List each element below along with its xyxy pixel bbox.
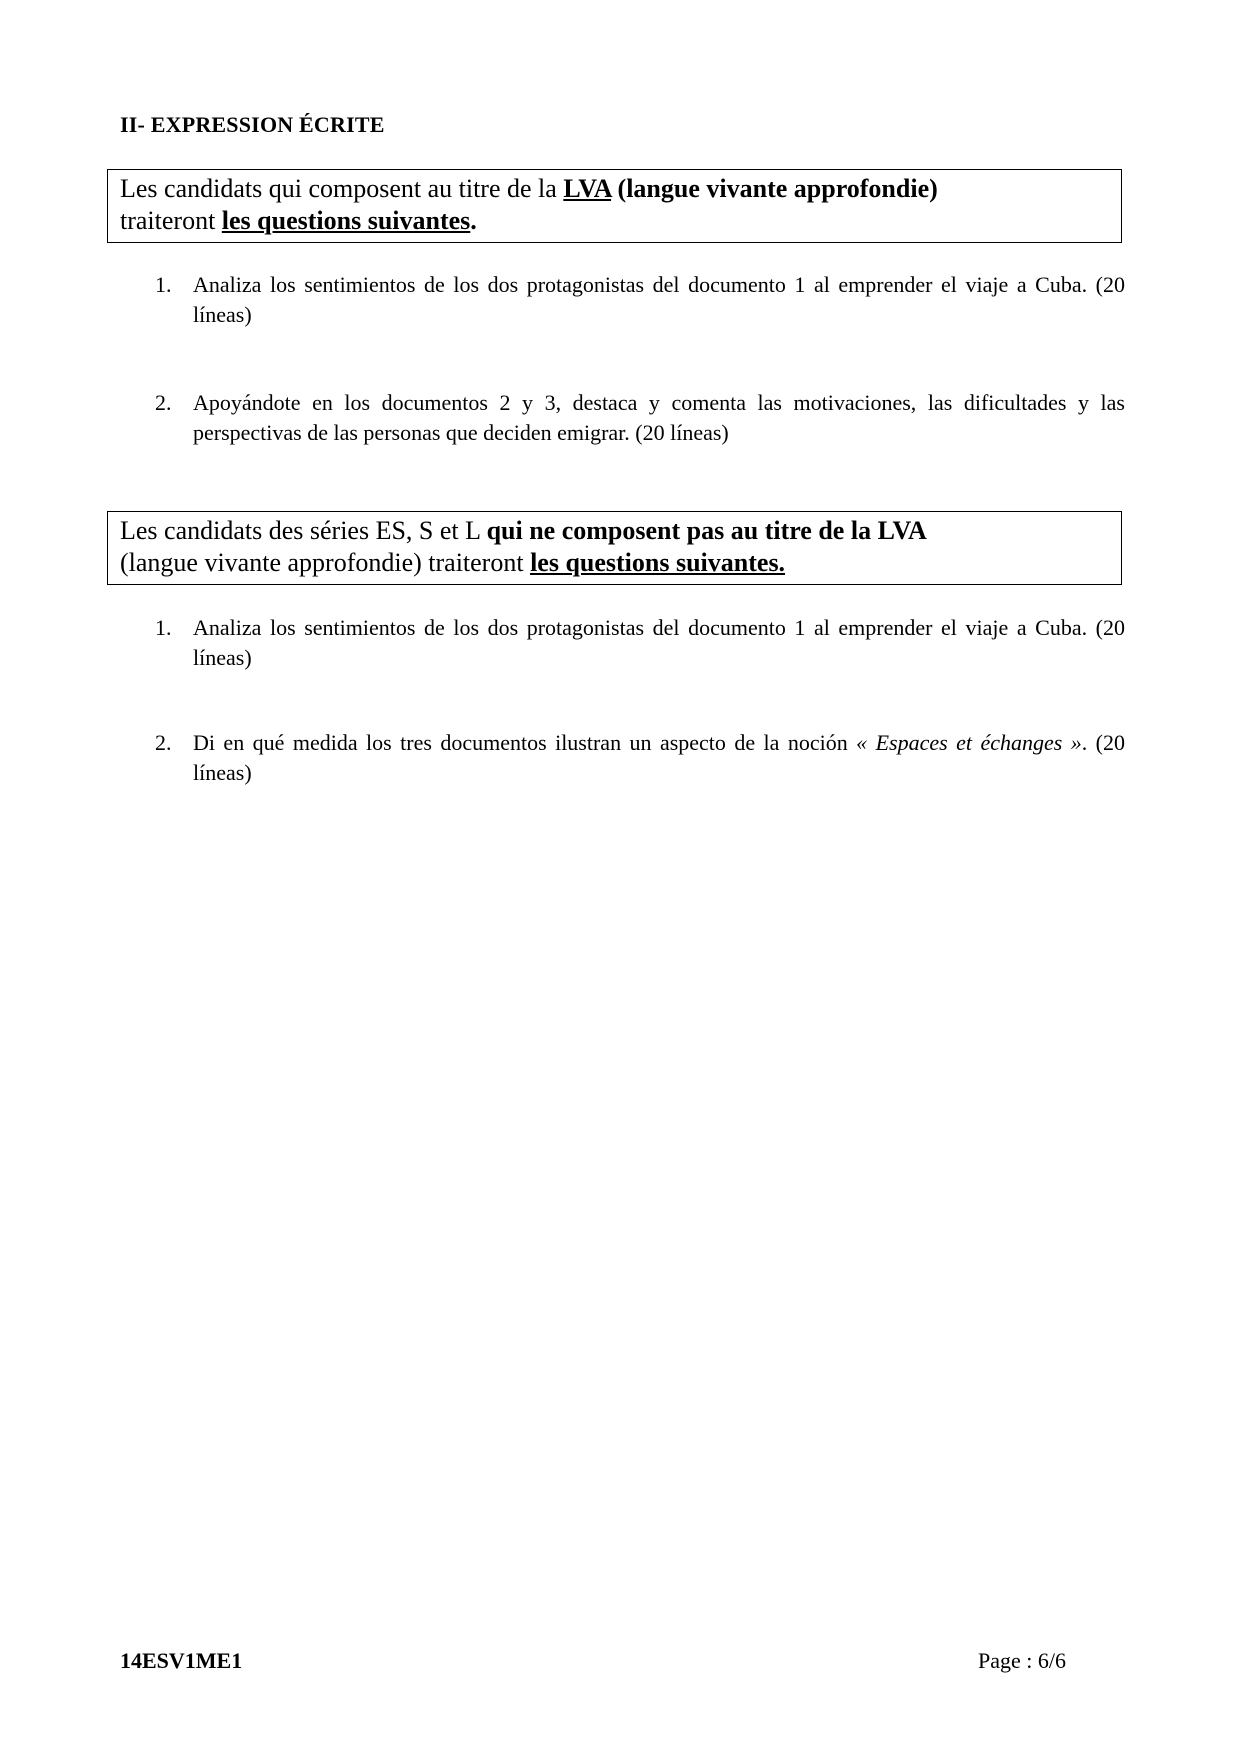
box1-lva: LVA — [563, 174, 612, 203]
question-text: Apoyándote en los documentos 2 y 3, destaca y comenta las motivaciones, las dificultades y las perspectivas de las personas que deciden emigrar. (20 líneas) — [193, 390, 1125, 445]
question-number: 1. — [155, 272, 172, 297]
box2-text-a: Les candidats des séries ES, S et L — [120, 516, 487, 545]
instruction-box-non-lva — [107, 511, 1122, 585]
question-notion: « Espaces et échanges » — [856, 730, 1082, 755]
box1-questions: les questions suivantes — [221, 206, 471, 235]
box1-period: . — [470, 206, 477, 235]
question-item — [155, 613, 1125, 673]
question-number: 2. — [155, 730, 172, 755]
question-text: Analiza los sentimientos de los dos protagonistas del documento 1 al emprender el viaje a Cuba. (20 líneas) — [193, 272, 1125, 327]
question-text-a: Di en qué medida los tres documentos ilustran un aspecto de la noción — [193, 730, 857, 755]
section-title: II- EXPRESSION ÉCRITE — [120, 112, 385, 137]
box1-text-c: traiteront — [120, 206, 222, 235]
box2-questions: les questions suivantes. — [530, 548, 786, 577]
box1-text-b: (langue vivante approfondie) — [611, 174, 938, 203]
question-text: Analiza los sentimientos de los dos protagonistas del documento 1 al emprender el viaje a Cuba. (20 líneas) — [193, 615, 1125, 670]
question-text — [193, 728, 1125, 788]
question-number: 2. — [155, 390, 172, 415]
question-item — [155, 728, 1125, 788]
footer-code: 14ESV1ME1 — [120, 1648, 243, 1673]
box1-text-a: Les candidats qui composent au titre de la — [120, 174, 564, 203]
question-item — [155, 270, 1125, 330]
instruction-box-lva — [107, 169, 1122, 243]
box2-bold: qui ne composent pas au titre de la LVA — [486, 516, 927, 545]
question-text-b: . (20 líneas) — [193, 730, 1126, 785]
question-number: 1. — [155, 615, 172, 640]
box2-text-b: (langue vivante approfondie) traiteront — [120, 548, 531, 577]
footer-page-number: Page : 6/6 — [978, 1648, 1066, 1673]
question-item — [155, 388, 1125, 448]
